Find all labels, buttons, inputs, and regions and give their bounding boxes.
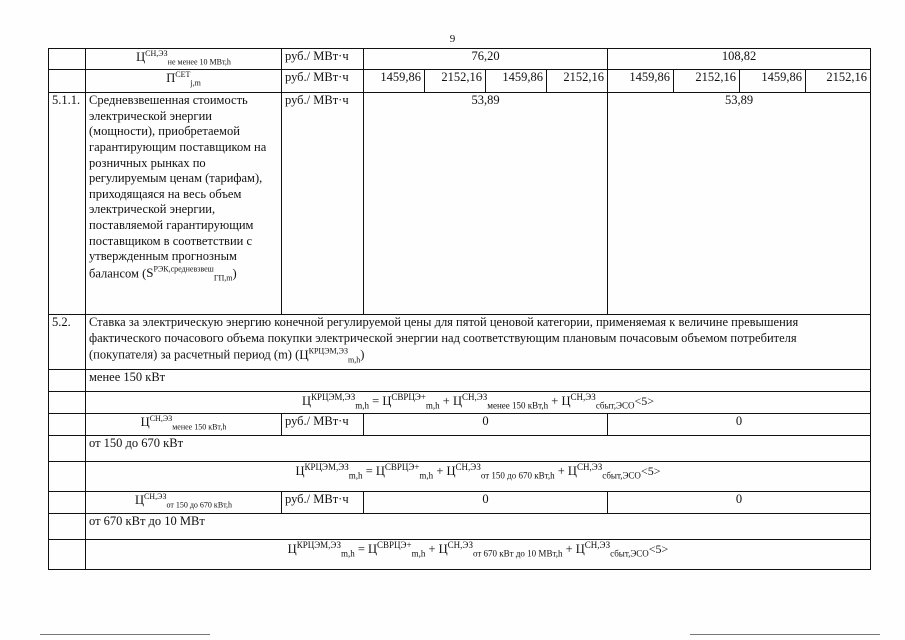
table-row (49, 392, 871, 414)
value-cell: 0 (608, 492, 871, 514)
table-row (49, 315, 871, 370)
number-cell (49, 492, 86, 514)
number-cell (49, 70, 86, 93)
value-cell: 0 (364, 492, 608, 514)
table-row (49, 540, 871, 570)
table-row (49, 514, 871, 540)
description-cell: Средневзвешенная стоимость электрической энергии (мощности), приобретаемой гарантирующим поставщиком на розничных рынках по регулируемым ценам (тарифам), приходящаяся на весь объем электрической энергии, поставляемой гарантирующим поставщиком в соответствии с утвержденным прогнозным балансом $(S^{РЭК,средневзвеш}_{ГП,m})$ (86, 93, 282, 315)
page-number: 9 (449, 33, 456, 45)
table-row (49, 370, 871, 392)
unit-cell: руб./ МВт·ч (282, 492, 364, 514)
symbol-cell: $Ц^{СН,ЭЗ}_{менее 150 кВт,h}$ (86, 414, 282, 436)
value-cell: 53,89 (608, 93, 871, 315)
value-cell: 0 (608, 414, 871, 436)
band-label: менее 150 кВт (86, 370, 871, 392)
value-cell: 1459,86 (740, 70, 806, 93)
band-label: от 670 кВт до 10 МВт (86, 514, 871, 540)
number-cell (49, 414, 86, 436)
number-cell (49, 540, 86, 570)
number-cell (49, 49, 86, 70)
value-cell: 53,89 (364, 93, 608, 315)
number-cell (49, 462, 86, 492)
symbol-cell: $Ц^{СН,ЭЗ}_{не менее 10 МВт,h}$ (86, 49, 282, 70)
formula: $Ц^{КРЦЭМ,ЭЗ}_{m,h} = Ц^{СВРЦЭ+}_{m,h} + Ц^{СН,ЭЗ}_{от 150 до 670 кВт,h} + Ц^{СН,ЭЗ}_{сбыт,ЭСО}<5>$ (86, 462, 871, 492)
symbol-cell: $П^{СЕТ}_{j,m}$ (86, 70, 282, 93)
scan-edge (40, 634, 210, 635)
table-row (49, 462, 871, 492)
table-row (49, 49, 871, 70)
value-cell: 2152,16 (425, 70, 486, 93)
value-cell: 2152,16 (806, 70, 871, 93)
value-cell: 0 (364, 414, 608, 436)
unit-cell: руб./ МВт·ч (282, 93, 364, 315)
unit-cell: руб./ МВт·ч (282, 70, 364, 93)
value-cell: 1459,86 (364, 70, 425, 93)
number-cell (49, 436, 86, 462)
number-cell (49, 370, 86, 392)
symbol-cell: $Ц^{СН,ЭЗ}_{от 150 до 670 кВт,h}$ (86, 492, 282, 514)
number-cell (49, 514, 86, 540)
table-row (49, 93, 871, 315)
value-cell: 1459,86 (608, 70, 674, 93)
band-label: от 150 до 670 кВт (86, 436, 871, 462)
table-row (49, 414, 871, 436)
number-cell: 5.2. (49, 315, 86, 370)
value-cell: 2152,16 (547, 70, 608, 93)
tariff-table (48, 48, 871, 570)
unit-cell: руб./ МВт·ч (282, 49, 364, 70)
table-row (49, 492, 871, 514)
scan-edge (690, 634, 880, 635)
number-cell: 5.1.1. (49, 93, 86, 315)
value-cell: 1459,86 (486, 70, 547, 93)
table-row (49, 70, 871, 93)
unit-cell: руб./ МВт·ч (282, 414, 364, 436)
table-row (49, 436, 871, 462)
formula: $Ц^{КРЦЭМ,ЭЗ}_{m,h} = Ц^{СВРЦЭ+}_{m,h} + Ц^{СН,ЭЗ}_{менее 150 кВт,h} + Ц^{СН,ЭЗ}_{сбыт,ЭСО}<5>$ (86, 392, 871, 414)
value-cell: 108,82 (608, 49, 871, 70)
number-cell (49, 392, 86, 414)
value-cell: 76,20 (364, 49, 608, 70)
section-heading-cell: Ставка за электрическую энергию конечной регулируемой цены для пятой ценовой категории, применяемая к величине превышения фактического почасового объема покупки электрической энергии над соответствующим плановым почасовым объемом потребителя (покупателя) за расчетный период (m) $(Ц^{КРЦЭМ,ЭЗ}_{m,h})$ (86, 315, 871, 370)
formula: $Ц^{КРЦЭМ,ЭЗ}_{m,h} = Ц^{СВРЦЭ+}_{m,h} + Ц^{СН,ЭЗ}_{от 670 кВт до 10 МВт,h} + Ц^{СН,ЭЗ}_{сбыт,ЭСО}<5>$ (86, 540, 871, 570)
value-cell: 2152,16 (674, 70, 740, 93)
